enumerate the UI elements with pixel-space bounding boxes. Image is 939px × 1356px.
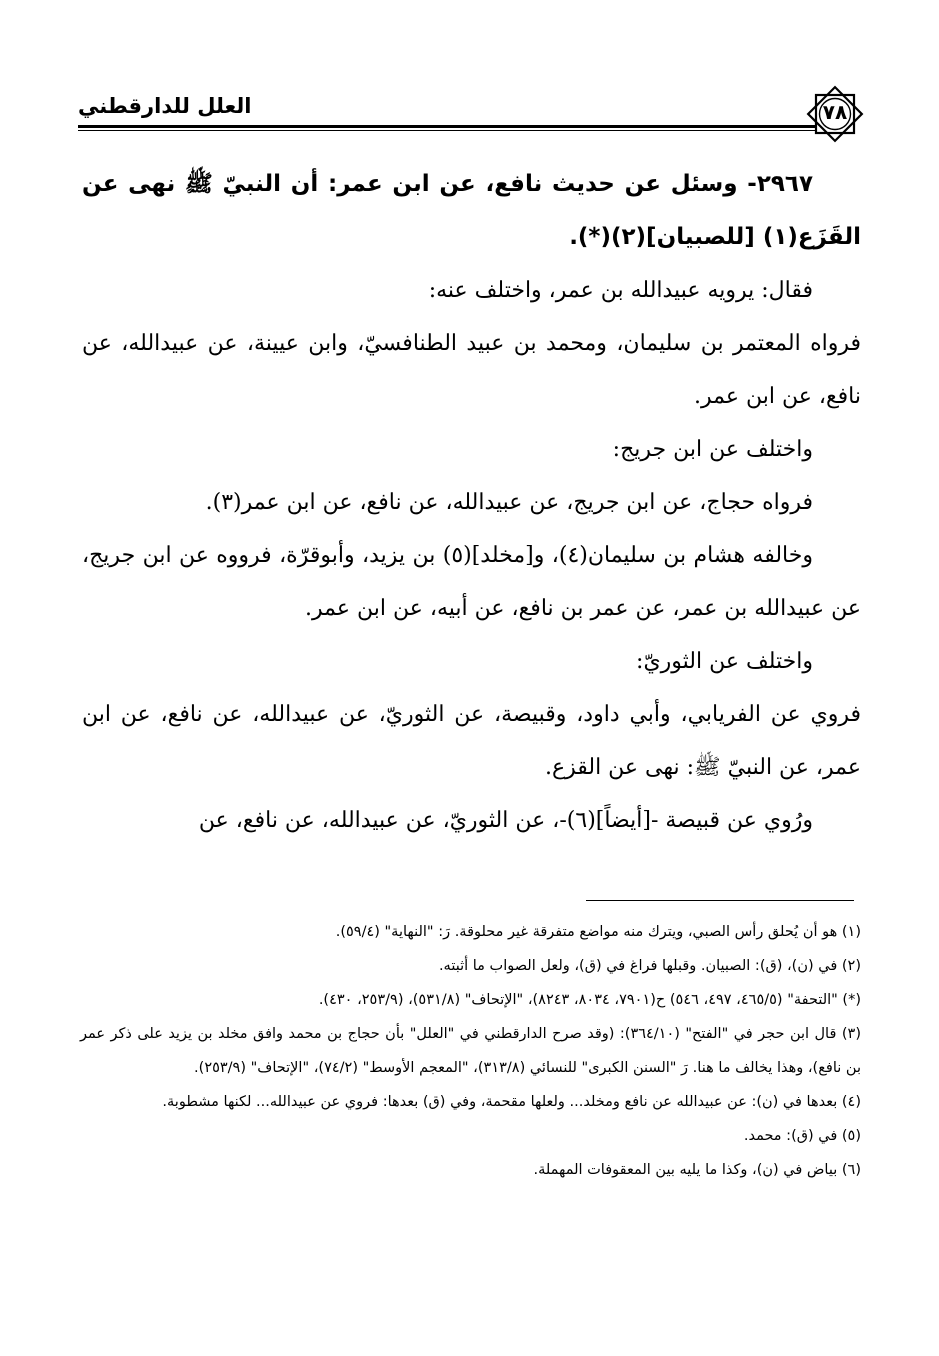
paragraph: واختلف عن الثوريّ:	[636, 649, 813, 674]
paragraph: فروي عن الفريابي، وأبي داود، وقبيصة، عن الثوريّ، عن عبيدالله، عن نافع، عن ابن عمر، عن النبيّ ﷺ: نهى عن القزع.	[82, 702, 861, 780]
footnote: (٣) قال ابن حجر في "الفتح" (٣٦٤/١٠): (وقد صرح الدارقطني في "العلل" بأن حجاج بن محمد وافق مخلد بن يزيد على ذكر عمر بن نافع)، وهذا يخالف ما هنا. رَ "السنن الكبرى" للنسائي (٣١٣/٨)، "المعجم الأوسط" (٧٤/٢)، "الإتحاف" (٢٥٣/٩).	[80, 1026, 861, 1076]
page-number: ٧٨	[822, 100, 848, 124]
page-header	[78, 82, 867, 142]
footnote-separator	[586, 900, 854, 901]
paragraph: واختلف عن ابن جريج:	[612, 437, 813, 462]
main-text	[82, 158, 861, 847]
footnote: (*) "التحفة" (٤٦٥/٥، ٤٩٧، ٥٤٦) ح(٧٩٠١، ٨٠٣٤، ٨٢٤٣)، "الإتحاف" (٥٣١/٨)، (٢٥٣/٩، ٤٣٠).	[318, 992, 861, 1008]
header-rule-thin	[78, 130, 815, 131]
book-title: العلل للدارقطني	[78, 94, 252, 118]
paragraph: ورُوي عن قبيصة -[أيضاً](٦)-، عن الثوريّ، عن عبيدالله، عن نافع، عن	[198, 808, 813, 833]
footnote: (١) هو أن يُحلق رأس الصبي، ويترك منه مواضع متفرقة غير محلوقة. رَ: "النهاية" (٥٩/٤).	[335, 924, 861, 940]
footnotes	[80, 915, 861, 1187]
footnote: (٢) في (ن)، (ق): الصبيان. وقبلها فراغ في (ق)، ولعل الصواب ما أثبته.	[438, 958, 861, 974]
footnote: (٥) في (ق): محمد.	[743, 1128, 861, 1144]
footnote: (٦) بياض في (ن)، وكذا ما يليه بين المعقوفات المهملة.	[533, 1162, 861, 1178]
paragraph: فقال: يرويه عبيدالله بن عمر، واختلف عنه:	[428, 278, 813, 303]
paragraph: فرواه المعتمر بن سليمان، ومحمد بن عبيد الطنافسيّ، وابن عيينة، عن عبيدالله، عن نافع، عن ابن عمر.	[82, 331, 861, 409]
footnote: (٤) بعدها في (ن): عن عبيدالله عن نافع ومخلد... ولعلها مقحمة، وفي (ق) بعدها: فروي عن عبيدالله... لكنها مشطوبة.	[162, 1094, 861, 1110]
hadith-question: ٢٩٦٧- وسئل عن حديث نافع، عن ابن عمر: أن النبيّ ﷺ نهى عن القَزَع(١) [للصبيان](٢)(*).	[82, 171, 861, 250]
paragraph: وخالفه هشام بن سليمان(٤)، و[مخلد](٥) بن يزيد، وأبوقرّة، فرووه عن ابن جريج، عن عبيدالله بن عمر، عن عمر بن نافع، عن أبيه، عن ابن عمر.	[82, 543, 861, 621]
header-rule	[78, 125, 815, 128]
paragraph: فرواه حجاج، عن ابن جريج، عن عبيدالله، عن نافع، عن ابن عمر(٣).	[205, 490, 813, 515]
